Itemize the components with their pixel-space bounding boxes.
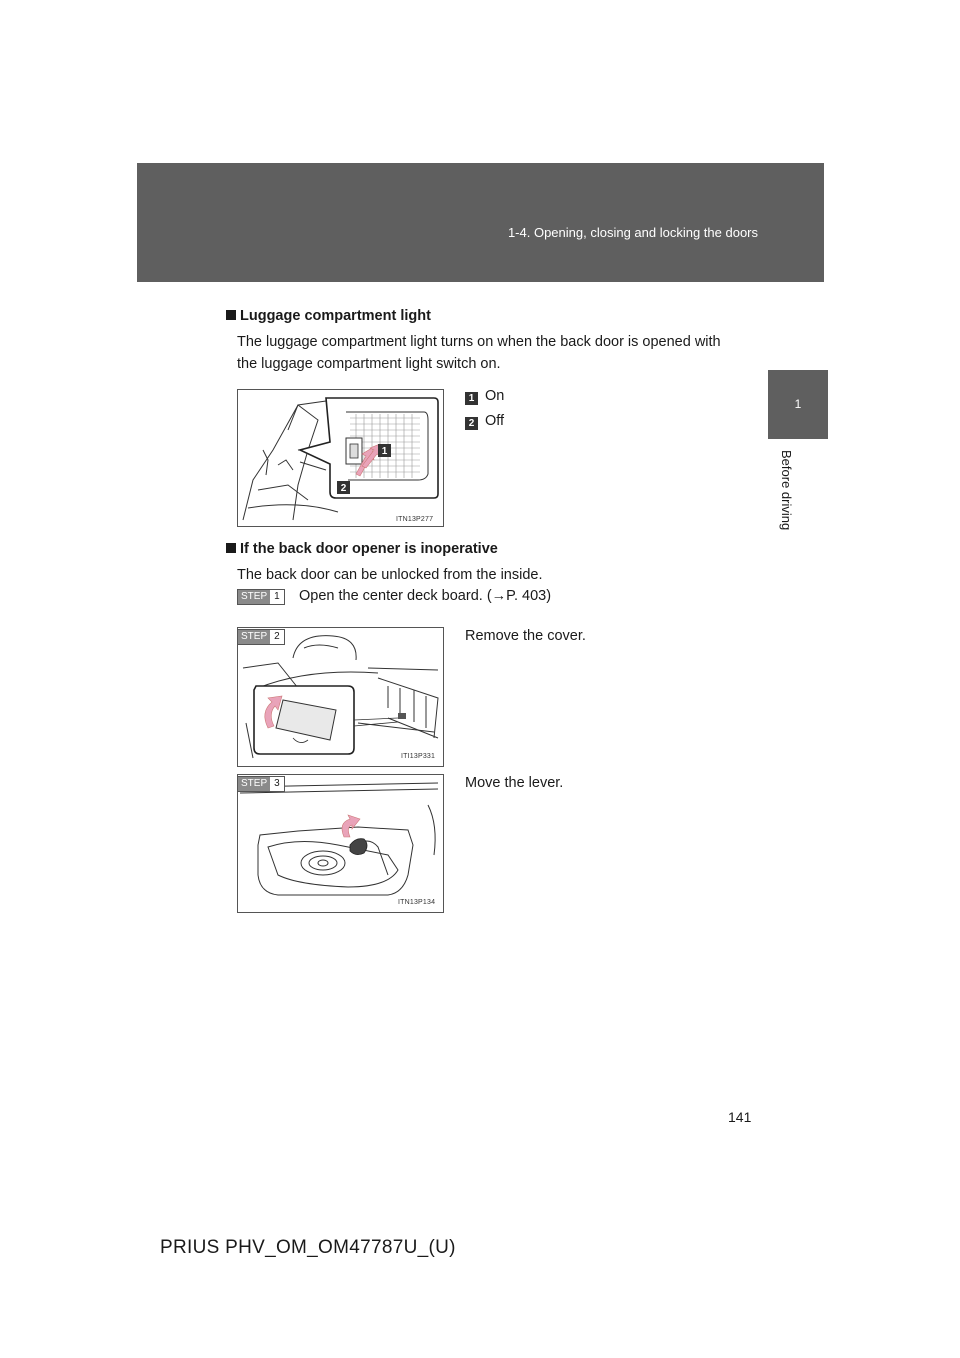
section-title: 1-4. Opening, closing and locking the doors (507, 225, 758, 240)
step-badge-3 (237, 776, 285, 792)
paragraph-luggage-light (237, 331, 721, 375)
step-badge-1 (237, 589, 285, 605)
document-id: PRIUS PHV_OM_OM47787U_(U) (160, 1237, 456, 1258)
legend-text: On (485, 388, 505, 404)
heading-back-door-inoperative (226, 541, 498, 557)
legend-item-on (465, 388, 504, 405)
heading-luggage-light (226, 308, 431, 324)
step-number: 2 (274, 631, 280, 642)
paragraph-line: the luggage compartment light switch on. (237, 356, 501, 372)
step-3-text: Move the lever. (465, 775, 564, 791)
figure-luggage-light (237, 389, 444, 527)
header-band (137, 163, 824, 282)
svg-text:2: 2 (340, 483, 347, 494)
step-2-text: Remove the cover. (465, 628, 586, 644)
step-number: 3 (274, 778, 280, 789)
paragraph-back-door: The back door can be unlocked from the inside. (237, 567, 543, 583)
svg-text:1: 1 (381, 446, 388, 457)
step-label: STEP (238, 777, 270, 791)
paragraph-line: The luggage compartment light turns on when the back door is opened with (237, 334, 721, 350)
figure-remove-cover (237, 627, 444, 767)
number-badge: 2 (465, 417, 478, 430)
step-1-text: Open the center deck board. (→P. 403) (299, 588, 552, 604)
chapter-label: Before driving (779, 450, 794, 531)
remove-cover-illustration (238, 628, 443, 766)
luggage-light-illustration (238, 390, 443, 526)
move-lever-illustration (238, 775, 443, 912)
legend-item-off (465, 413, 504, 430)
heading-text: If the back door opener is inoperative (240, 541, 498, 557)
figure-code: ITI13P331 (401, 753, 436, 760)
step-badge-2 (237, 629, 285, 645)
step-label: STEP (238, 630, 270, 644)
chapter-tab: 1 (768, 370, 828, 439)
figure-code: ITN13P277 (396, 516, 434, 523)
bullet-square-icon (226, 543, 236, 553)
page-number: 141 (728, 1109, 752, 1125)
step-label: STEP (238, 590, 270, 604)
step-number: 1 (274, 591, 280, 602)
legend-text: Off (485, 413, 505, 429)
figure-code: ITN13P134 (398, 899, 436, 906)
number-badge: 1 (465, 392, 478, 405)
figure-move-lever (237, 774, 444, 913)
heading-text: Luggage compartment light (240, 308, 431, 324)
bullet-square-icon (226, 310, 236, 320)
